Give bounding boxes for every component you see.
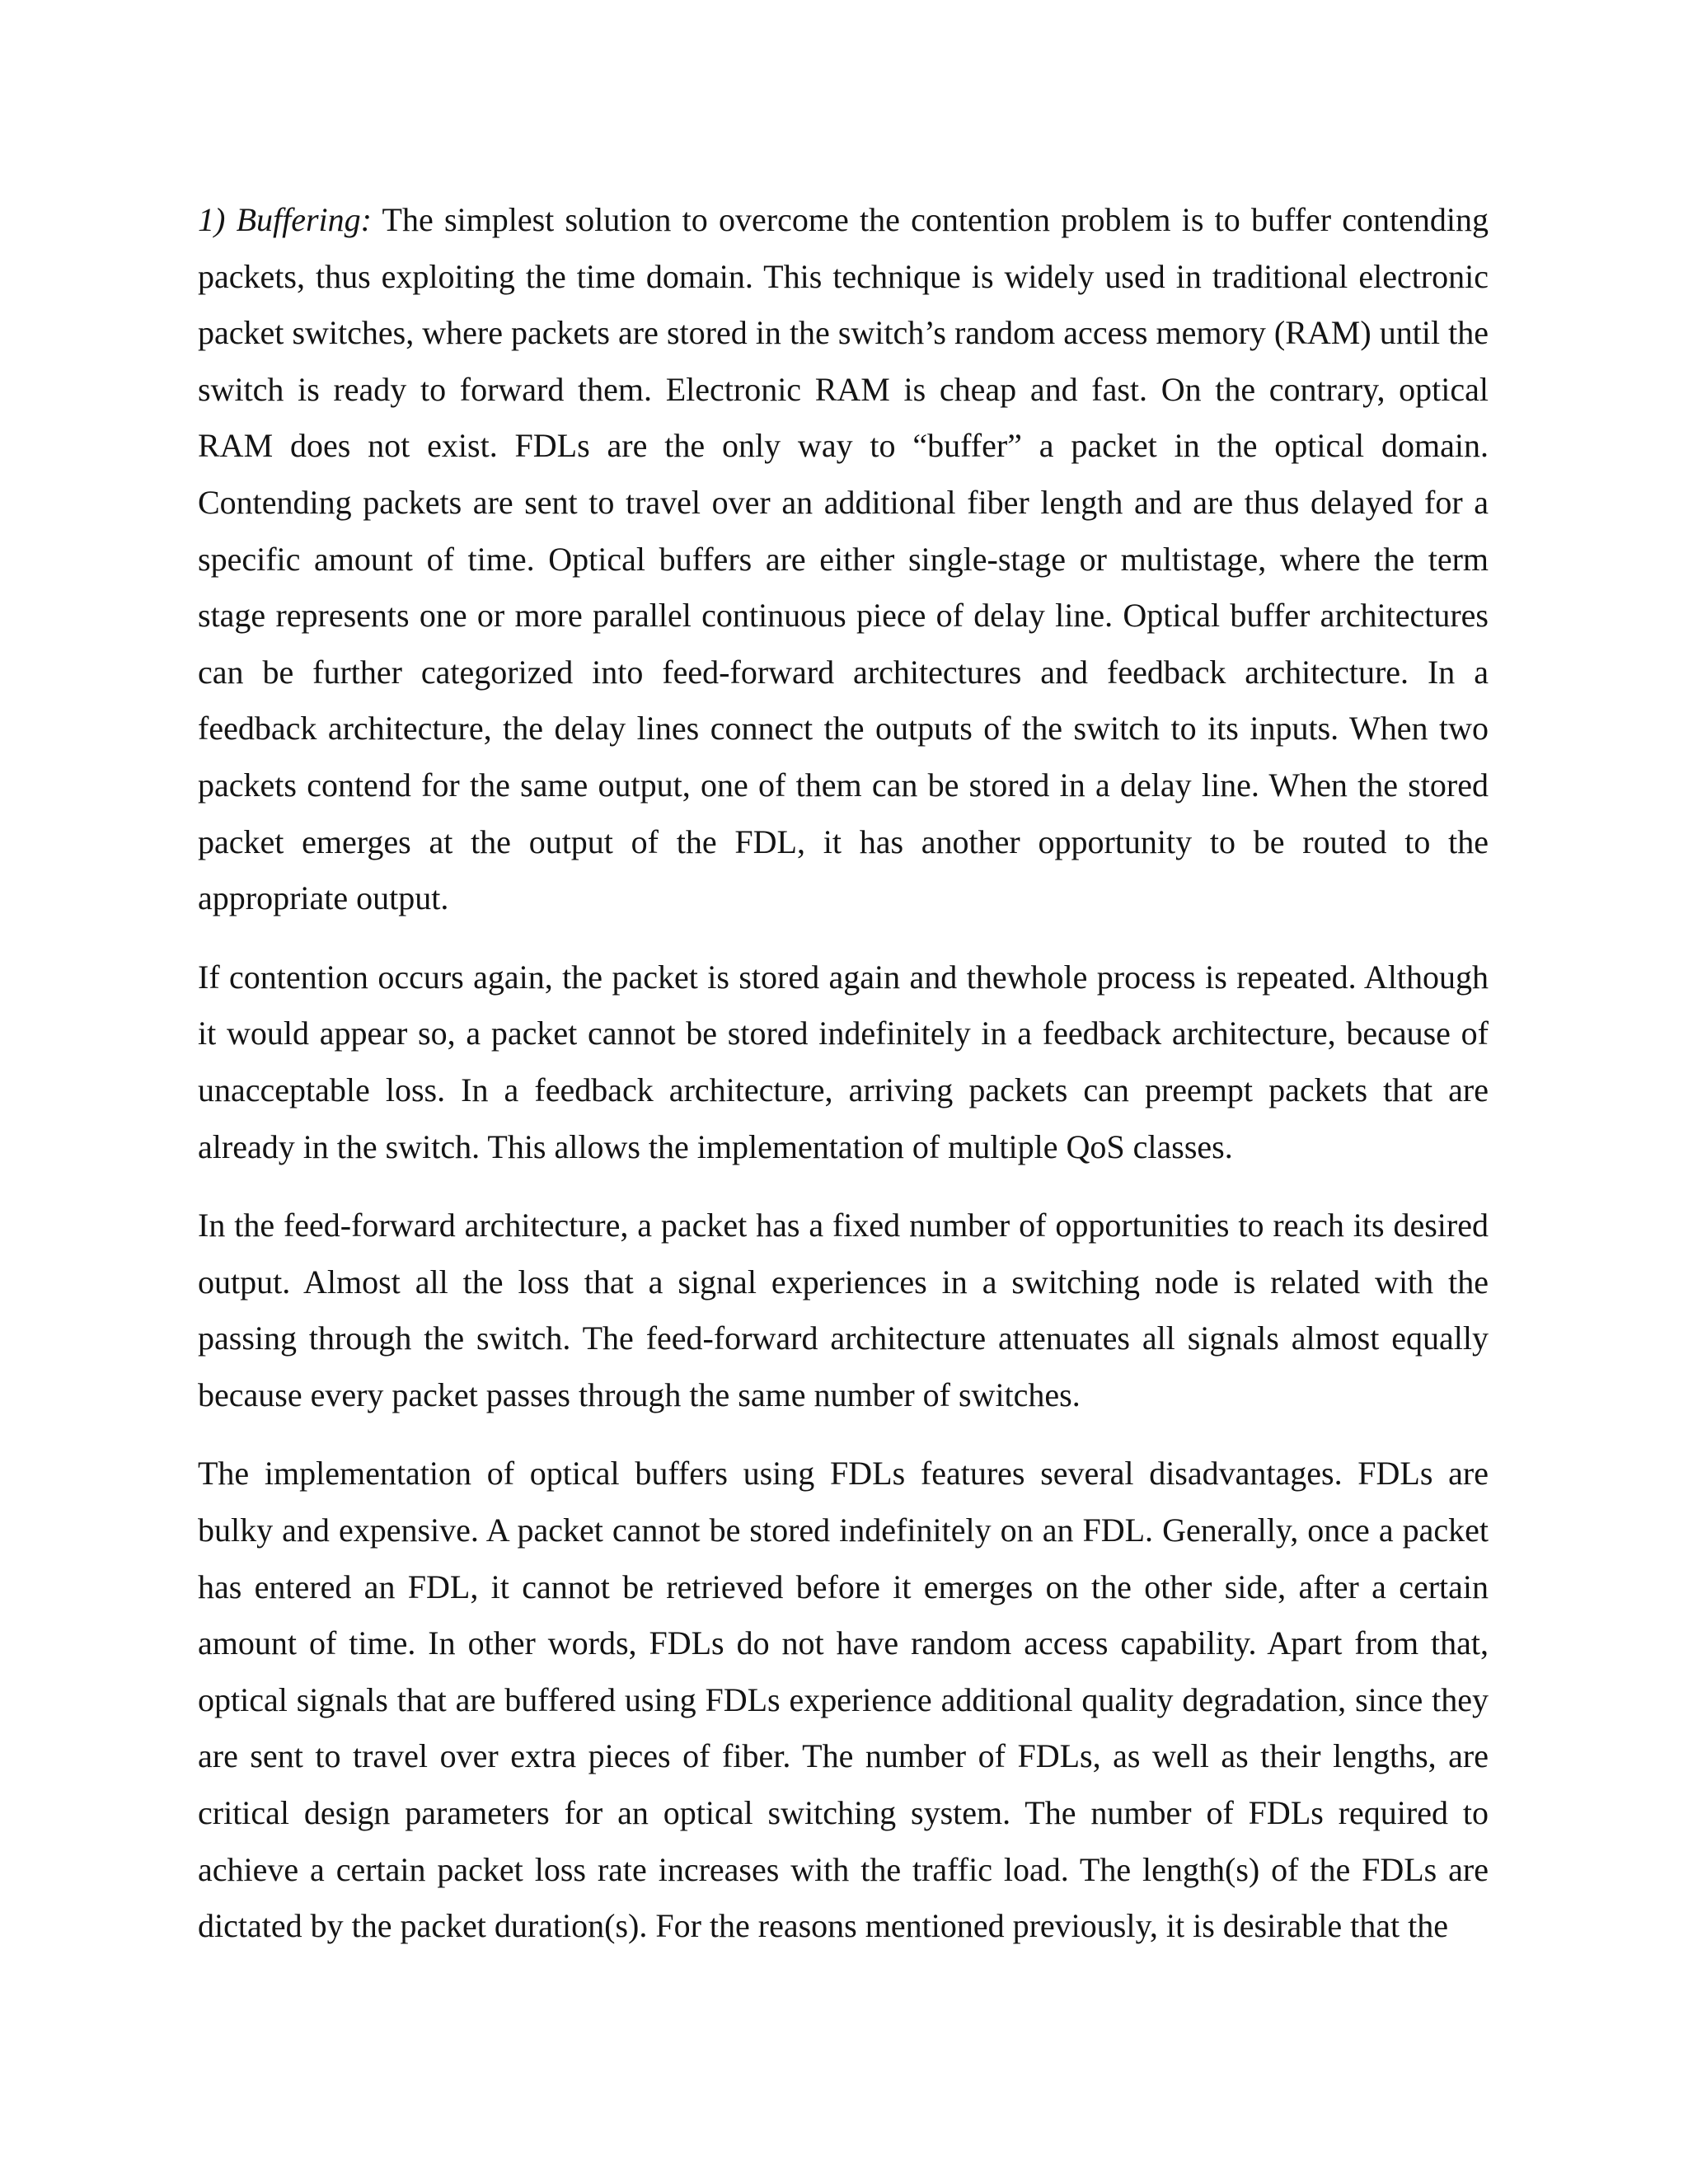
paragraph-buffering xyxy=(198,192,1489,927)
paragraph-text: The simplest solution to overcome the contention problem is to buffer contending packets, thus exploiting the time domain. This technique is widely used in traditional electronic packet switches, where packets are stored in the switch’s random access memory (RAM) until the switch is ready to forward them. Electronic RAM is cheap and fast. On the contrary, optical RAM does not exist. FDLs are the only way to “buffer” a packet in the optical domain. Contending packets are sent to travel over an additional fiber length and are thus delayed for a specific amount of time. Optical buffers are either single-stage or multistage, where the term stage represents one or more parallel continuous piece of delay line. Optical buffer architectures can be further categorized into feed-forward architectures and feedback architecture. In a feedback architecture, the delay lines connect the outputs of the switch to its inputs. When two packets contend for the same output, one of them can be stored in a delay line. When the stored packet emerges at the output of the FDL, it has another opportunity to be routed to the appropriate output. xyxy=(198,201,1489,917)
section-run-in-heading: 1) Buffering: xyxy=(198,201,372,238)
paragraph-feed-forward: In the feed-forward architecture, a packet has a fixed number of opportunities to reach its desired output. Almost all the loss that a signal experiences in a switching node is related with the passing through the switch. The feed-forward architecture attenuates all signals almost equally because every packet passes through the same number of switches. xyxy=(198,1207,1489,1413)
paragraph-contention-repeat: If contention occurs again, the packet is stored again and thewhole process is repeated. Although it would appear so, a packet cannot be stored indefinitely in a feedback architecture, because of unacceptable loss. In a feedback architecture, arriving packets can preempt packets that are already in the switch. This allows the implementation of multiple QoS classes. xyxy=(198,958,1489,1165)
body-text xyxy=(198,192,1489,1955)
paragraph-fdl-disadvantages: The implementation of optical buffers using FDLs features several disadvantages. FDLs are bulky and expensive. A packet cannot be stored indefinitely on an FDL. Generally, once a packet has entered an FDL, it cannot be retrieved before it emerges on the other side, after a certain amount of time. In other words, FDLs do not have random access capability. Apart from that, optical signals that are buffered using FDLs experience additional quality degradation, since they are sent to travel over extra pieces of fiber. The number of FDLs, as well as their lengths, are critical design parameters for an optical switching system. The number of FDLs required to achieve a certain packet loss rate increases with the traffic load. The length(s) of the FDLs are dictated by the packet duration(s). For the reasons mentioned previously, it is desirable that the xyxy=(198,1455,1489,1945)
